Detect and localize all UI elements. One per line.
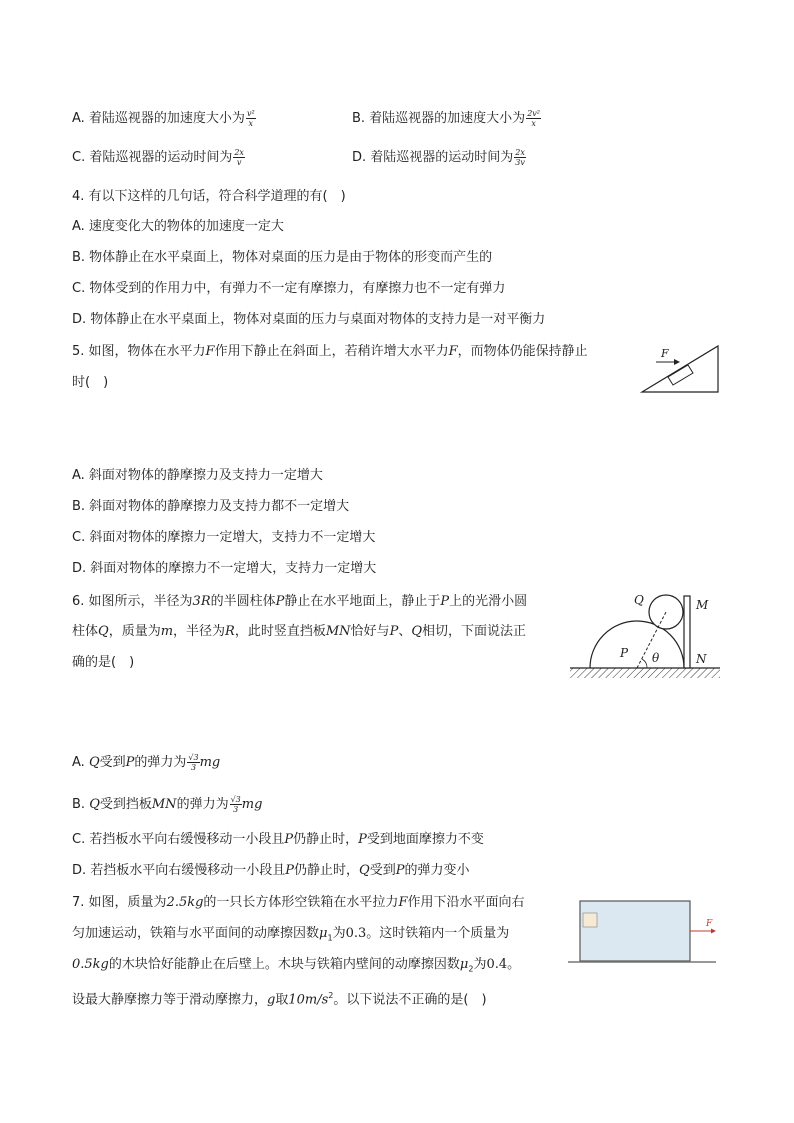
wooden-block [583,913,597,927]
q3-option-b [352,109,541,128]
math-var: MN [325,624,351,639]
q4-option-a: A. 速度变化大的物体的加速度一定大 [72,219,284,234]
text: 的弹力变小 [404,863,470,878]
text: 的一只长方体形空铁箱在水平拉力 [203,895,399,910]
math-var: μ [319,926,328,941]
fraction-denominator: x [248,119,254,128]
math-var: mg [199,755,221,770]
text: 为 [332,926,346,941]
text: 为 [473,957,487,972]
fraction-denominator: x [531,119,536,128]
text: B. [72,797,90,812]
q6-stem-line1 [72,593,527,611]
math-var: Q [98,624,109,639]
q6-option-b-fraction [230,795,242,814]
text: 的半圆柱体 [210,594,276,609]
math-value: 10m/s [288,992,329,1008]
text: 静止在水平地面上，静止于 [284,594,441,609]
label-q: Q [634,593,644,607]
text: A. [72,755,89,770]
q3-option-d-fraction [514,148,526,167]
text: 。以下说法不正确的是( ) [333,992,487,1008]
q6-stem-line3: 确的是( ) [72,655,135,670]
math-var: R [225,624,235,639]
q7-line3 [72,956,520,979]
q7-line4 [72,987,487,1009]
text: 柱体 [72,624,99,639]
q3-option-d-text: D. 着陆巡视器的运动时间为 [352,150,514,165]
math-var: 3R [192,594,211,609]
text: 受到 [99,755,126,770]
math-var: F [398,895,408,910]
label-n: N [696,652,707,666]
q7-iron-box-figure [566,896,726,968]
q5-incline-figure [636,340,726,398]
text: 仍静止时， [293,832,359,847]
arrow-head [711,929,716,934]
q6-option-b [72,794,262,816]
text: 的木块恰好能静止在后壁上。木块与铁箱内壁间的动摩擦因数 [108,957,460,972]
label-m: M [696,598,709,612]
q6-option-a-fraction [187,753,199,772]
q5-option-c: C. 斜面对物体的摩擦力一定增大，支持力不一定增大 [72,530,376,545]
q6-option-c [72,831,484,849]
q3-option-c-fraction [233,148,245,167]
math-value: 0.4 [486,957,508,972]
fraction-numerator: 2x [515,148,525,157]
math-var: mg [241,797,263,812]
text: 7. 如图，质量为 [72,895,167,910]
text: 的弹力为 [176,797,229,812]
text: 。这时铁箱内一个质量为 [366,926,510,941]
math-var: μ [459,957,469,972]
q4-option-b: B. 物体静止在水平桌面上，物体对桌面的压力是由于物体的形变而产生的 [72,250,493,265]
label-p: P [620,646,629,660]
text: 匀加速运动，铁箱与水平面间的动摩擦因数 [72,926,320,941]
text: 作用下静止在斜面上，若稍许增大水平力 [214,344,449,359]
fraction-denominator: 3v [515,158,525,167]
iron-box [580,901,690,961]
math-var: MN [151,797,177,812]
text: 的弹力为 [134,755,187,770]
q4-option-c: C. 物体受到的作用力中，有弹力不一定有摩擦力，有摩擦力也不一定有弹力 [72,281,506,296]
fraction-numerator: √3 [230,795,241,804]
q5-option-b: B. 斜面对物体的静摩擦力及支持力都不一定增大 [72,499,350,514]
q7-line1 [72,894,524,912]
incline-triangle [642,346,718,392]
text: 相切，下面说法正 [422,624,527,639]
text: ，半径为 [173,624,226,639]
math-var: Q [411,624,422,639]
q3-option-b-fraction [526,109,541,128]
math-value: 0.5kg [72,957,109,972]
math-var: P [284,832,294,847]
q3-option-c [72,148,245,167]
math-var: F [448,344,458,359]
math-var: F [205,344,215,359]
q6-option-a [72,752,220,774]
text: 仍静止时， [294,863,360,878]
text: 受到 [369,863,396,878]
math-var: P [395,863,405,878]
subscript: 1 [327,933,333,943]
text: 6. 如图所示，半径为 [72,594,193,609]
q5-stem-line2: 时( ) [72,375,109,390]
math-value: 0.3 [345,926,367,941]
math-var: Q [359,863,370,878]
text: 受到地面摩擦力不变 [366,832,484,847]
ground-hatching [570,668,720,678]
arrow-head [674,359,680,365]
subscript: 2 [468,964,474,974]
text: 上的光滑小圆 [449,594,528,609]
math-value: 2.5kg [166,895,204,910]
math-var: Q [88,755,100,770]
q3-option-b-text: B. 着陆巡视器的加速度大小为 [352,111,526,126]
q4-option-d: D. 物体静止在水平桌面上，物体对桌面的压力与桌面对物体的支持力是一对平衡力 [72,312,546,327]
math-var: P [440,594,450,609]
fraction-numerator: √3 [188,753,199,762]
text: ，质量为 [108,624,161,639]
math-var: P [389,624,399,639]
text: C. 若挡板水平向右缓慢移动一小段且 [72,832,285,847]
math-var: P [285,863,295,878]
q5-stem-line1 [72,343,588,361]
angle-arc [642,659,647,668]
q3-option-a-text: A. 着陆巡视器的加速度大小为 [72,111,245,126]
text: 5. 如图，物体在水平力 [72,344,206,359]
q3-option-c-text: C. 着陆巡视器的运动时间为 [72,150,233,165]
math-var: P [358,832,367,847]
text: 。 [507,957,521,972]
fraction-numerator: 2x [234,148,244,157]
text: 设最大静摩擦力等于滑动摩擦力， [72,992,268,1008]
q3-option-d [352,148,526,167]
q5-option-a: A. 斜面对物体的静摩擦力及支持力一定增大 [72,468,323,483]
q6-cylinder-figure [566,590,724,684]
math-var: Q [89,797,100,812]
fraction-numerator: v² [246,109,255,118]
fraction-numerator: 2v² [527,109,541,118]
label-theta: θ [652,651,660,665]
math-var: m [160,624,174,639]
board-mn [684,596,690,668]
fraction-denominator: v [236,158,242,167]
text: D. 若挡板水平向右缓慢移动一小段且 [72,863,286,878]
q6-stem-line2 [72,623,526,641]
text: ，而物体仍能保持静止 [457,344,588,359]
math-var: P [125,755,135,770]
text: 取 [275,992,289,1008]
math-var: P [275,594,285,609]
text: 作用下沿水平面向右 [407,895,525,910]
fraction-denominator: 3 [190,763,197,772]
text: 、 [398,624,412,639]
force-label-f: F [661,347,669,360]
text: ，此时竖直挡板 [234,624,326,639]
superscript: 2 [328,991,334,1000]
q3-option-a-fraction [246,109,256,128]
math-var: g [267,992,276,1008]
force-label-f: F [706,919,713,929]
q6-option-d [72,862,470,880]
fraction-denominator: 3 [233,805,239,814]
q4-stem: 4. 有以下这样的几句话，符合科学道理的有( ) [72,189,346,204]
text: 恰好与 [350,624,390,639]
q5-option-d: D. 斜面对物体的摩擦力不一定增大，支持力一定增大 [72,561,377,576]
q7-line2 [72,925,509,948]
q3-option-a [72,109,256,128]
text: 受到挡板 [99,797,152,812]
